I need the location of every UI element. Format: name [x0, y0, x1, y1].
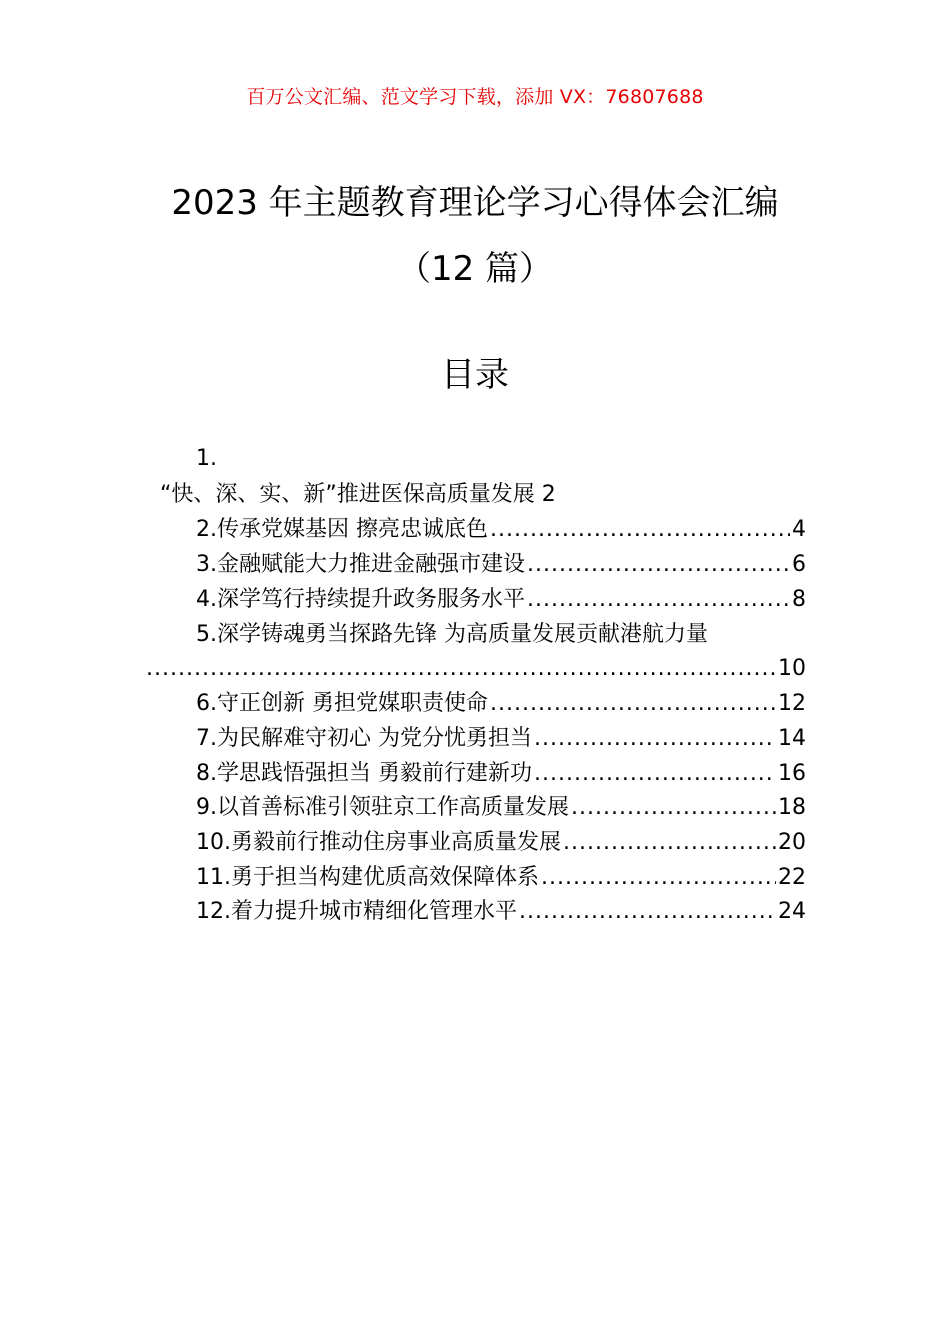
- toc-page-number: 18: [778, 795, 806, 820]
- toc-leader-dots: [563, 826, 776, 860]
- toc-entry-label: 7.为民解难守初心 为党分忧勇担当: [196, 726, 532, 751]
- toc-page-number: 4: [792, 517, 806, 542]
- toc-leader-dots: [527, 548, 790, 582]
- toc-heading: 目录: [441, 355, 509, 395]
- toc-entry[interactable]: [196, 826, 806, 860]
- toc-entry-label: 12.着力提升城市精细化管理水平: [196, 899, 517, 924]
- toc-entry[interactable]: [196, 757, 806, 791]
- toc-entry[interactable]: [196, 791, 806, 825]
- toc-page-number: 14: [778, 726, 806, 751]
- toc-entry-label: 10.勇毅前行推动住房事业高质量发展: [196, 830, 561, 855]
- toc-leader-dots: [490, 687, 776, 721]
- toc-entry-1-number[interactable]: 1.: [196, 446, 217, 471]
- toc-page-number: 24: [778, 899, 806, 924]
- toc-page-number: 12: [778, 691, 806, 716]
- toc-entry-5-leader-line[interactable]: [146, 652, 806, 686]
- toc-entry[interactable]: [196, 548, 806, 582]
- toc-page-number: 10: [778, 656, 806, 681]
- toc-page-number: 8: [792, 587, 806, 612]
- document-title: 2023 年主题教育理论学习心得体会汇编: [171, 183, 779, 223]
- toc-entry[interactable]: [196, 722, 806, 756]
- promo-banner: 百万公文汇编、范文学习下载，添加 VX：76807688: [246, 86, 704, 108]
- toc-entry-label: 9.以首善标准引领驻京工作高质量发展: [196, 795, 569, 820]
- document-subtitle: （12 篇）: [396, 249, 554, 289]
- toc-entry-label: 3.金融赋能大力推进金融强市建设: [196, 552, 525, 577]
- toc-entry-label: 6.守正创新 勇担党媒职责使命: [196, 691, 488, 716]
- toc-page-number: 6: [792, 552, 806, 577]
- toc-page-number: 22: [778, 865, 806, 890]
- toc-entry[interactable]: [196, 513, 806, 547]
- toc-entry-1-text[interactable]: “快、深、实、新”推进医保高质量发展 2: [160, 482, 556, 507]
- toc-entry[interactable]: [196, 861, 806, 895]
- toc-page-number: 20: [778, 830, 806, 855]
- toc-entry[interactable]: [196, 895, 806, 929]
- toc-entry-label: 4.深学笃行持续提升政务服务水平: [196, 587, 525, 612]
- toc-leader-dots: [541, 861, 776, 895]
- toc-entry-5-label[interactable]: 5.深学铸魂勇当探路先锋 为高质量发展贡献港航力量: [196, 622, 708, 647]
- toc-leader-dots: [571, 791, 776, 825]
- toc-leader-dots: [490, 513, 790, 547]
- toc-leader-dots: [519, 895, 776, 929]
- toc-leader-dots: [527, 583, 790, 617]
- toc-leader-dots: [534, 722, 776, 756]
- toc-entry[interactable]: [196, 583, 806, 617]
- toc-entry-label: 2.传承党媒基因 擦亮忠诚底色: [196, 517, 488, 542]
- toc-page-number: 16: [778, 761, 806, 786]
- toc-leader-dots: [146, 652, 778, 686]
- toc-entry[interactable]: [196, 687, 806, 721]
- toc-leader-dots: [534, 757, 776, 791]
- toc-entry-label: 8.学思践悟强担当 勇毅前行建新功: [196, 761, 532, 786]
- toc-entry-label: 11.勇于担当构建优质高效保障体系: [196, 865, 539, 890]
